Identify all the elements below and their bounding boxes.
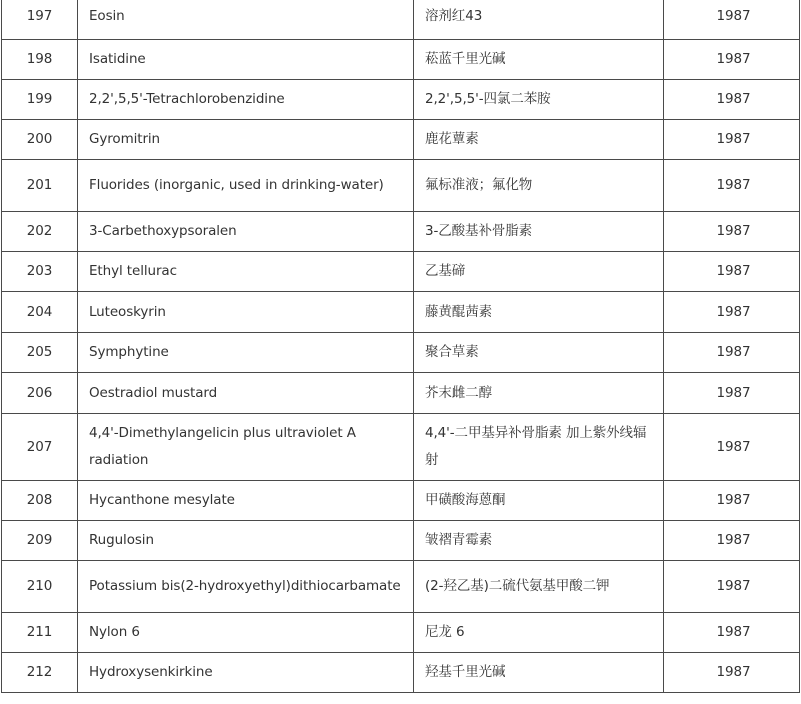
chemical-name-cell: Rugulosin — [78, 521, 414, 561]
chemical-name-cell: Potassium bis(2-hydroxyethyl)dithiocarbamate — [78, 561, 414, 613]
chemical-name-cell: Luteoskyrin — [78, 292, 414, 333]
table-row — [2, 160, 800, 212]
chemical-name-cell: Nylon 6 — [78, 613, 414, 653]
year-cell: 1987 — [664, 40, 800, 80]
table-row — [2, 481, 800, 521]
chemical-name-cell: Oestradiol mustard — [78, 373, 414, 414]
row-number-cell: 202 — [2, 212, 78, 252]
row-number-cell: 203 — [2, 252, 78, 292]
chemical-name-cell: Isatidine — [78, 40, 414, 80]
year-cell: 1987 — [664, 481, 800, 521]
chinese-name-cell: 芥末雌二醇 — [414, 373, 664, 414]
year-cell: 1987 — [664, 561, 800, 613]
chinese-name-cell: 3-乙酸基补骨脂素 — [414, 212, 664, 252]
table-row — [2, 333, 800, 373]
chemical-name-cell: 2,2',5,5'-Tetrachlorobenzidine — [78, 80, 414, 120]
row-number-cell: 205 — [2, 333, 78, 373]
year-cell: 1987 — [664, 292, 800, 333]
chemical-name-cell: Hydroxysenkirkine — [78, 653, 414, 693]
row-number-cell: 198 — [2, 40, 78, 80]
table-container — [1, 0, 799, 693]
chemical-name-cell: Eosin — [78, 0, 414, 40]
year-cell: 1987 — [664, 521, 800, 561]
row-number-cell: 201 — [2, 160, 78, 212]
chinese-name-cell: 4,4'-二甲基异补骨脂素 加上紫外线辐射 — [414, 414, 664, 481]
table-row — [2, 252, 800, 292]
chemical-name-cell: 4,4'-Dimethylangelicin plus ultraviolet A radiation — [78, 414, 414, 481]
year-cell: 1987 — [664, 160, 800, 212]
row-number-cell: 207 — [2, 414, 78, 481]
row-number-cell: 199 — [2, 80, 78, 120]
table-row — [2, 373, 800, 414]
chinese-name-cell: 甲磺酸海蒽酮 — [414, 481, 664, 521]
table-row — [2, 653, 800, 693]
row-number-cell: 208 — [2, 481, 78, 521]
chinese-name-cell: 尼龙 6 — [414, 613, 664, 653]
chemical-name-cell: Hycanthone mesylate — [78, 481, 414, 521]
table-row — [2, 414, 800, 481]
table-row — [2, 521, 800, 561]
chinese-name-cell: 乙基碲 — [414, 252, 664, 292]
year-cell: 1987 — [664, 212, 800, 252]
row-number-cell: 200 — [2, 120, 78, 160]
chinese-name-cell: 溶剂红43 — [414, 0, 664, 40]
chemical-name-cell: Ethyl tellurac — [78, 252, 414, 292]
table-row — [2, 561, 800, 613]
row-number-cell: 197 — [2, 0, 78, 40]
year-cell: 1987 — [664, 373, 800, 414]
chemical-name-cell: Fluorides (inorganic, used in drinking-water) — [78, 160, 414, 212]
chinese-name-cell: 羟基千里光碱 — [414, 653, 664, 693]
row-number-cell: 211 — [2, 613, 78, 653]
table-row — [2, 613, 800, 653]
year-cell: 1987 — [664, 120, 800, 160]
row-number-cell: 212 — [2, 653, 78, 693]
chinese-name-cell: 皱褶青霉素 — [414, 521, 664, 561]
table-row — [2, 292, 800, 333]
row-number-cell: 204 — [2, 292, 78, 333]
table-row — [2, 40, 800, 80]
chinese-name-cell: 鹿花蕈素 — [414, 120, 664, 160]
row-number-cell: 209 — [2, 521, 78, 561]
year-cell: 1987 — [664, 80, 800, 120]
year-cell: 1987 — [664, 333, 800, 373]
table-row — [2, 212, 800, 252]
year-cell: 1987 — [664, 0, 800, 40]
chinese-name-cell: 2,2',5,5'-四氯二苯胺 — [414, 80, 664, 120]
chinese-name-cell: 聚合草素 — [414, 333, 664, 373]
chinese-name-cell: 藤黄醌茜素 — [414, 292, 664, 333]
chinese-name-cell: 菘蓝千里光碱 — [414, 40, 664, 80]
chemical-name-cell: Gyromitrin — [78, 120, 414, 160]
year-cell: 1987 — [664, 653, 800, 693]
table-row — [2, 0, 800, 40]
row-number-cell: 206 — [2, 373, 78, 414]
row-number-cell: 210 — [2, 561, 78, 613]
year-cell: 1987 — [664, 613, 800, 653]
year-cell: 1987 — [664, 414, 800, 481]
table-body — [2, 0, 800, 693]
chemical-name-cell: 3-Carbethoxypsoralen — [78, 212, 414, 252]
chinese-name-cell: (2-羟乙基)二硫代氨基甲酸二钾 — [414, 561, 664, 613]
table-row — [2, 120, 800, 160]
year-cell: 1987 — [664, 252, 800, 292]
table-row — [2, 80, 800, 120]
chemical-name-cell: Symphytine — [78, 333, 414, 373]
chinese-name-cell: 氟标准液；氟化物 — [414, 160, 664, 212]
carcinogen-table — [1, 0, 800, 693]
